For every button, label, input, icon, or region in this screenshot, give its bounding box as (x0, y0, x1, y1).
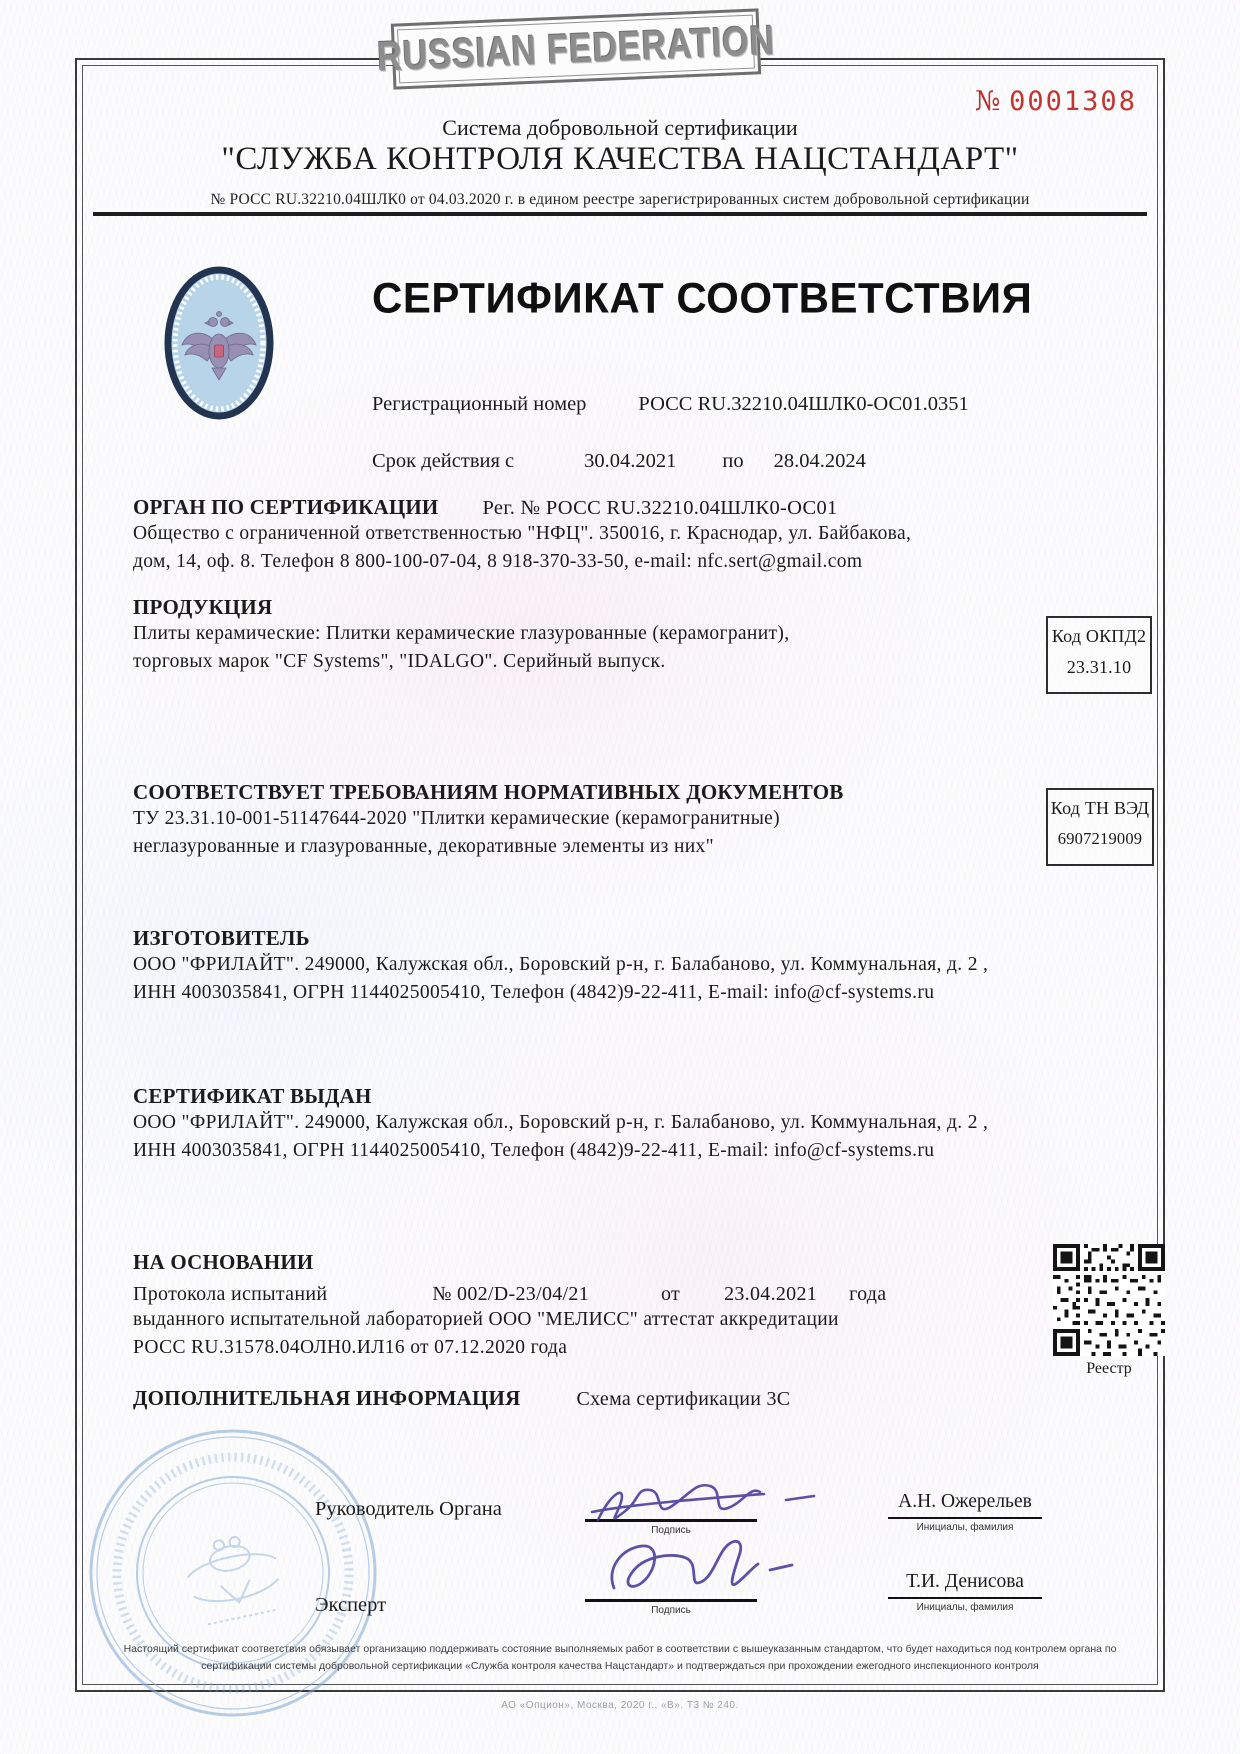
compliance-heading: СООТВЕТСТВУЕТ ТРЕБОВАНИЯМ НОРМАТИВНЫХ ДОКУМЕНТОВ (133, 780, 844, 804)
okpd-code-label: Код ОКПД2 (1051, 626, 1147, 646)
registry-line: № РОСС RU.32210.04ШЛК0 от 04.03.2020 г. в едином реестре зарегистрированных систем добровольной сертификации (210, 191, 1030, 208)
basis-line3: РОСС RU.31578.04ОЛН0.ИЛ16 от 07.12.2020 года (133, 1337, 568, 1358)
section-compliance (133, 780, 1048, 861)
expert-role: Эксперт (315, 1594, 387, 1616)
validity-label: Срок действия с (372, 450, 515, 472)
basis-protocol-number: № 002/D-23/04/21 (432, 1283, 589, 1305)
validity-row (372, 450, 866, 473)
head-signature-caption: Подпись (651, 1525, 691, 1536)
expert-name-line (888, 1597, 1042, 1599)
additional-info-heading: ДОПОЛНИТЕЛЬНАЯ ИНФОРМАЦИЯ (133, 1386, 521, 1410)
basis-line2: выданного испытательной лабораторией ООО "МЕЛИСС" аттестат аккредитации (133, 1309, 839, 1330)
blank-number-digits: 0001308 (1009, 86, 1137, 117)
manufacturer-heading: ИЗГОТОВИТЕЛЬ (133, 926, 310, 950)
section-certification-body (133, 495, 1048, 576)
validity-from-date: 30.04.2021 (584, 450, 677, 472)
product-heading: ПРОДУКЦИЯ (133, 595, 273, 619)
expert-name: Т.И. Денисова (906, 1571, 1024, 1592)
system-caption: Система добровольной сертификации (442, 115, 798, 140)
russian-federation-stamp-text: RUSSIAN FEDERATION (376, 17, 776, 80)
certification-body-reg-number: Рег. № РОСС RU.32210.04ШЛК0-ОС01 (482, 497, 838, 519)
section-manufacturer (133, 926, 1048, 1007)
certification-body-address-line1: Общество с ограниченной ответственностью "НФЦ". 350016, г. Краснодар, ул. Байбакова, (133, 523, 912, 544)
okpd-code-box (1046, 616, 1152, 694)
section-additional-info (133, 1386, 1048, 1411)
document-title: СЕРТИФИКАТ СООТВЕТСТВИЯ (372, 273, 1033, 322)
fine-print (100, 1641, 1140, 1675)
header-divider-rule (93, 212, 1147, 216)
fine-print-line2: сертификации системы добровольной сертификации «Служба контроля качества Нацстандарт» и подтверждаться при прохождении ежегодного инспекционного контроля (201, 1660, 1039, 1672)
qr-registry-label: Реестр (1086, 1360, 1132, 1377)
product-line2: торговых марок "CF Systems", "IDALGO". Серийный выпуск. (133, 651, 666, 672)
basis-from-label: от (661, 1283, 681, 1305)
basis-protocol-row (133, 1283, 1048, 1306)
section-basis (133, 1250, 1048, 1362)
section-issued-to (133, 1084, 1048, 1165)
tnved-code-box (1046, 788, 1154, 866)
tnved-code-label: Код ТН ВЭД (1050, 798, 1150, 818)
head-signature-line (585, 1519, 757, 1522)
qr-code (1053, 1244, 1165, 1361)
fine-print-line1: Настоящий сертификат соответствия обязывает организацию поддерживать состояние выполняемых работ в соответствии с вышеуказанным стандартом, что будет находиться под контролем органа по (123, 1643, 1117, 1655)
additional-info-value: Схема сертификации 3С (576, 1388, 791, 1410)
tnved-code-value: 6907219009 (1057, 829, 1143, 848)
certification-body-heading-row (133, 495, 1048, 520)
section-product (133, 595, 1048, 676)
coat-of-arms-emblem-icon (163, 266, 275, 425)
validity-to-date: 28.04.2024 (773, 450, 866, 472)
manufacturer-line2: ИНН 4003035841, ОГРН 1144025005410, Телефон (4842)9-22-411, E-mail: info@cf-systems.ru (133, 982, 935, 1003)
registration-number-label: Регистрационный номер (372, 393, 587, 415)
basis-year-label: года (849, 1283, 887, 1305)
certification-body-address-line2: дом, 14, оф. 8. Телефон 8 800-100-07-04, 8 918-370-33-50, e-mail: nfc.sert@gmail.com (133, 551, 863, 572)
head-initials-caption: Инициалы, фамилия (916, 1522, 1014, 1533)
head-of-body-role: Руководитель Органа (315, 1498, 502, 1520)
basis-protocol-label: Протокола испытаний (133, 1283, 328, 1305)
registration-number-value: РОСС RU.32210.04ШЛК0-ОС01.0351 (638, 393, 969, 415)
expert-signature-line (585, 1599, 757, 1602)
basis-protocol-date: 23.04.2021 (724, 1283, 818, 1305)
okpd-code-value: 23.31.10 (1066, 657, 1132, 677)
compliance-line2: неглазурованные и глазурованные, декоративные элементы из них" (133, 836, 714, 857)
issued-to-heading: СЕРТИФИКАТ ВЫДАН (133, 1084, 372, 1108)
head-name-line (888, 1517, 1042, 1519)
system-name: "СЛУЖБА КОНТРОЛЯ КАЧЕСТВА НАЦСТАНДАРТ" (221, 141, 1019, 177)
certification-body-heading: ОРГАН ПО СЕРТИФИКАЦИИ (133, 495, 439, 519)
manufacturer-line1: ООО "ФРИЛАЙТ". 249000, Калужская обл., Боровский р-н, г. Балабаново, ул. Коммунальная, д. 2 , (133, 954, 989, 975)
issued-to-line2: ИНН 4003035841, ОГРН 1144025005410, Телефон (4842)9-22-411, E-mail: info@cf-systems.ru (133, 1140, 935, 1161)
basis-heading: НА ОСНОВАНИИ (133, 1250, 314, 1274)
number-sign: № (975, 86, 1001, 117)
validity-to-label: по (722, 450, 744, 472)
product-line1: Плиты керамические: Плитки керамические глазурованные (керамогранит), (133, 623, 790, 644)
expert-signature-caption: Подпись (651, 1605, 691, 1616)
certificate-blank-number (975, 86, 1137, 117)
expert-initials-caption: Инициалы, фамилия (916, 1602, 1014, 1613)
registration-number-row (372, 393, 969, 416)
head-name: А.Н. Ожерельев (898, 1491, 1032, 1512)
issued-to-line1: ООО "ФРИЛАЙТ". 249000, Калужская обл., Боровский р-н, г. Балабаново, ул. Коммунальная, д. 2 , (133, 1112, 989, 1133)
compliance-line1: ТУ 23.31.10-001-51147644-2020 "Плитки керамические (керамогранитные) (133, 808, 781, 829)
printing-house-imprint: АО «Опцион», Москва, 2020 г., «В». Т3 № 240. (501, 1700, 739, 1711)
